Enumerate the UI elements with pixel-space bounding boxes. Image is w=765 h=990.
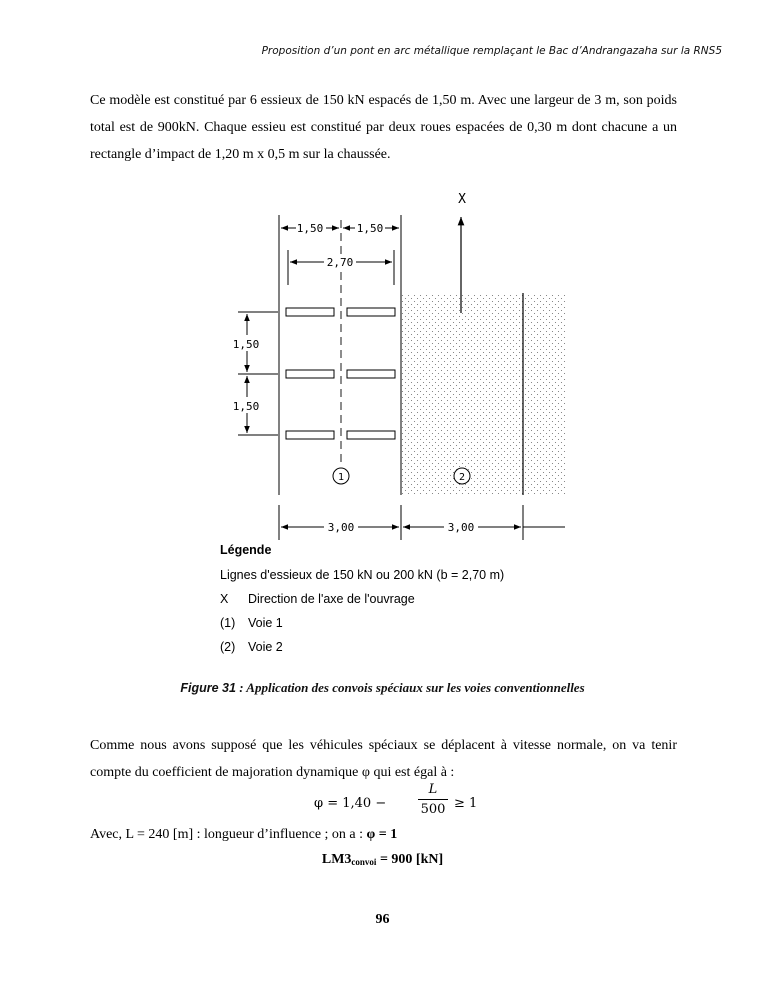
figure-legend [220,543,504,659]
fraction-bar [418,799,448,800]
dynamic-coefficient-paragraph: Comme nous avons supposé que les véhicules spéciaux se déplacent à vitesse normale, on va tenir compte du coefficient de majoration dynamique φ qui est égal à : [90,738,677,780]
legend-key: X [220,592,229,606]
lane-1-marker-label: 1 [337,472,345,483]
legend-text: Voie 1 [248,616,283,630]
dim-spacing-2-label: 1,50 [232,400,260,413]
dim-lane-2-label: 3,00 [447,521,475,534]
phi-value: φ = 1 [366,827,398,842]
wheel-rect [286,308,334,316]
wheel-rect [347,370,395,378]
formula-numerator: L [428,782,438,797]
legend-item [220,611,504,635]
legend-item [220,635,504,659]
formula-lhs: φ = 1,40 − [314,796,387,811]
convoy-figure [200,165,570,665]
x-axis-label: X [458,192,466,207]
wheel-rect [347,308,395,316]
figure-caption [0,680,765,696]
legend-text: Direction de l'axe de l'ouvrage [248,592,415,606]
result-main: LM3 [321,852,352,867]
lane-2-area [401,293,566,495]
legend-title: Légende [220,543,272,557]
wheel-rect [286,370,334,378]
dim-axle-width-label: 2,70 [326,256,354,269]
lm3-result [0,846,765,876]
wheel-rect [286,431,334,439]
wheel-rect [347,431,395,439]
figure-caption-text: : Application des convois spéciaux sur les voies conventionnelles [235,680,585,695]
influence-length-text: Avec, L = 240 [m] : longueur d’influence ; on a : [90,827,367,842]
running-header: Proposition d’un pont en arc métallique remplaçant le Bac d’Andrangazaha sur la RNS5 [261,45,722,57]
dim-top-right-label: 1,50 [356,222,384,235]
dim-top-left-label: 1,50 [296,222,324,235]
legend-line: Lignes d'essieux de 150 kN ou 200 kN (b = 2,70 m) [220,568,505,582]
formula-denominator: 500 [420,802,446,817]
figure-caption-label: Figure 31 [180,681,236,695]
dim-spacing-1-label: 1,50 [232,338,260,351]
intro-paragraph: Ce modèle est constitué par 6 essieux de 150 kN espacés de 1,50 m. Avec une largeur de 3 m, son poids total est de 900kN. Chaque essieu est constitué par deux roues espacées de 0,30 m dont chacune a un rectangle d’impact de 1,20 m x 0,5 m sur la chaussée. [90,93,677,162]
result-value: = 900 [kN] [376,852,444,867]
legend-key: (1) [220,616,236,630]
influence-length-line [90,821,397,848]
formula-rhs: ≥ 1 [454,796,478,811]
page-number: 96 [375,912,390,927]
result-subscript: convoi [351,857,377,867]
legend-item [220,587,504,611]
legend-text: Voie 2 [248,640,283,654]
dim-lane-1-label: 3,00 [327,521,355,534]
lane-2-marker-label: 2 [458,472,466,483]
formula-fraction [418,782,448,818]
legend-key: (2) [220,640,236,654]
